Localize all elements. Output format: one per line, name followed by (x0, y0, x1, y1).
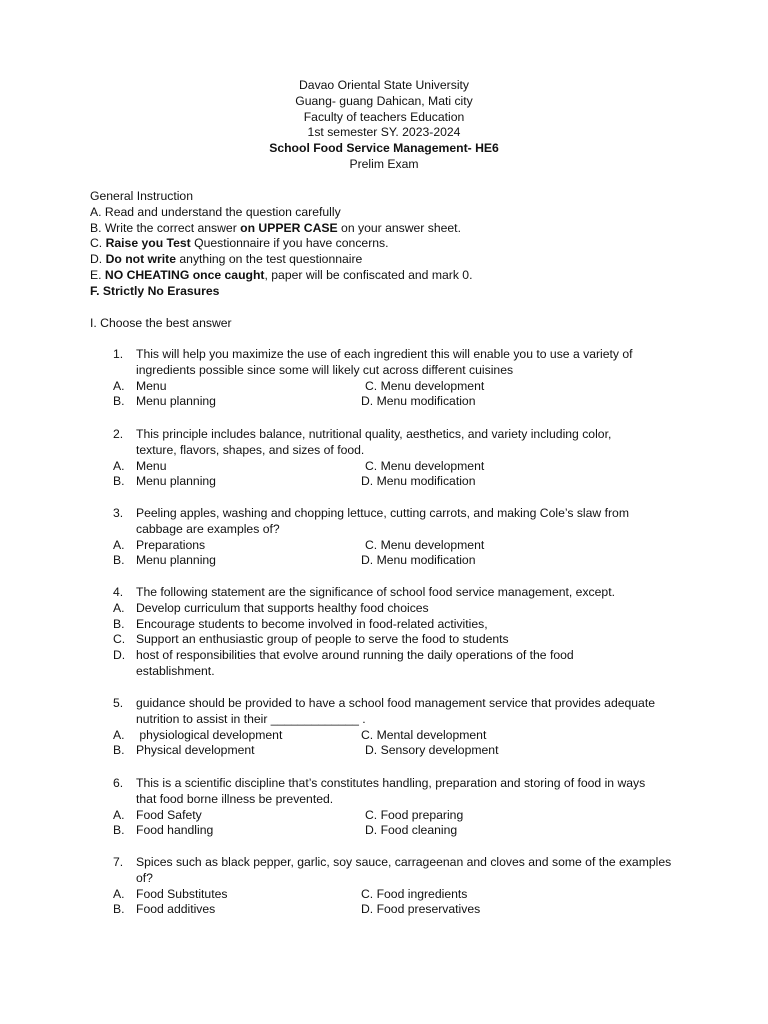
option-label: B. (113, 743, 125, 758)
question-2 (0, 427, 768, 490)
document-header (0, 78, 768, 173)
instruction-b-emphasis: on UPPER CASE (240, 220, 338, 235)
item-text: Support an enthusiastic group of people to serve the food to students (136, 632, 509, 647)
option-label: B. (113, 823, 125, 838)
question-text: cabbage are examples of? (136, 521, 280, 536)
list-item (0, 601, 768, 617)
option-d: D. Sensory development (365, 743, 499, 758)
list-item (0, 664, 768, 680)
question-text: This will help you maximize the use of each ingredient this will enable you to use a variety of (136, 347, 633, 361)
instruction-b (90, 221, 690, 237)
question-text: Peeling apples, washing and chopping lettuce, cutting carrots, and making Cole’s slaw from (136, 506, 629, 520)
option-a: physiological development (136, 727, 283, 742)
option-row (0, 823, 768, 839)
question-number: 1. (113, 347, 124, 361)
option-c: C. Food ingredients (361, 886, 468, 901)
instruction-d (90, 252, 690, 268)
instruction-e (90, 268, 690, 284)
option-a: Food Safety (136, 807, 202, 822)
question-number: 2. (113, 427, 124, 441)
option-label: B. (113, 553, 125, 568)
question-3 (0, 506, 768, 569)
option-label: A. (113, 378, 125, 393)
question-text: of? (136, 870, 153, 885)
option-c: C. Menu development (365, 378, 485, 393)
semester-line: 1st semester SY. 2023-2024 (307, 125, 461, 140)
instruction-c (90, 236, 690, 252)
question-6 (0, 776, 768, 839)
option-a: Menu (136, 378, 167, 393)
item-label: C. (113, 632, 126, 647)
option-label: B. (113, 394, 125, 409)
instruction-a-text: A. Read and understand the question carefully (90, 204, 341, 219)
item-label: A. (113, 600, 125, 615)
question-number: 4. (113, 585, 124, 599)
option-label: B. (113, 902, 125, 917)
list-item (0, 617, 768, 633)
option-row (0, 553, 768, 569)
option-c: C. Menu development (365, 458, 485, 473)
option-c: C. Food preparing (365, 807, 464, 822)
instruction-e-label: E. (90, 267, 105, 282)
option-label: B. (113, 474, 125, 489)
question-text: Spices such as black pepper, garlic, soy sauce, carrageenan and cloves and some of the examples (136, 855, 672, 869)
item-text: host of responsibilities that evolve around running the daily operations of the food (136, 648, 574, 663)
question-text: This principle includes balance, nutritional quality, aesthetics, and variety including color, (136, 427, 612, 441)
question-text: The following statement are the significance of school food service management, except. (136, 585, 615, 599)
instruction-f-emphasis: Strictly No Erasures (102, 283, 220, 298)
item-text: Develop curriculum that supports healthy food choices (136, 600, 429, 615)
question-text: that food borne illness be prevented. (136, 791, 334, 806)
instruction-f-label: F. (90, 283, 103, 298)
question-4 (0, 585, 768, 680)
option-label: A. (113, 727, 125, 742)
option-b: Menu planning (136, 553, 216, 568)
general-instructions (90, 189, 690, 300)
instructions-title: General Instruction (90, 189, 193, 203)
option-b: Food handling (136, 823, 214, 838)
question-1 (0, 347, 768, 410)
instruction-c-suffix: Questionnaire if you have concerns. (190, 236, 389, 251)
option-a: Food Substitutes (136, 886, 228, 901)
question-text: nutrition to assist in their _____________ . (136, 711, 366, 726)
option-row (0, 394, 768, 410)
instruction-d-suffix: anything on the test questionnaire (176, 252, 363, 267)
option-c: C. Menu development (365, 537, 485, 552)
instruction-e-emphasis: NO CHEATING once caught (104, 267, 265, 282)
option-b: Food additives (136, 902, 216, 917)
question-number: 3. (113, 506, 124, 520)
list-item (0, 632, 768, 648)
item-label: B. (113, 616, 125, 631)
option-d: D. Menu modification (361, 553, 476, 568)
question-text: guidance should be provided to have a school food management service that provides adequate (136, 696, 655, 710)
option-row (0, 887, 768, 903)
university-address: Guang- guang Dahican, Mati city (295, 93, 473, 108)
option-d: D. Menu modification (361, 394, 476, 409)
item-text: Encourage students to become involved in food-related activities, (136, 616, 488, 631)
option-d: D. Food preservatives (361, 902, 481, 917)
question-text: texture, flavors, shapes, and sizes of food. (136, 442, 365, 457)
option-c: C. Mental development (361, 727, 487, 742)
option-row (0, 459, 768, 475)
faculty-name: Faculty of teachers Education (303, 109, 465, 124)
instruction-e-suffix: , paper will be confiscated and mark 0. (264, 267, 473, 282)
option-label: A. (113, 807, 125, 822)
question-5 (0, 696, 768, 759)
option-label: A. (113, 537, 125, 552)
option-label: A. (113, 886, 125, 901)
option-a: Preparations (136, 537, 206, 552)
instruction-d-emphasis: Do not write (105, 252, 176, 267)
item-label: D. (113, 648, 126, 663)
option-a: Menu (136, 458, 167, 473)
question-number: 5. (113, 696, 124, 710)
option-label: A. (113, 458, 125, 473)
instruction-b-suffix: on your answer sheet. (337, 220, 461, 235)
option-row (0, 808, 768, 824)
question-number: 7. (113, 855, 124, 869)
course-title: School Food Service Management- HE6 (269, 141, 499, 156)
option-row (0, 379, 768, 395)
option-b: Physical development (136, 743, 255, 758)
instruction-c-label: C. (90, 236, 106, 251)
option-row (0, 743, 768, 759)
option-row (0, 538, 768, 554)
option-row (0, 728, 768, 744)
question-number: 6. (113, 776, 124, 790)
instruction-b-text: B. Write the correct answer (90, 220, 241, 235)
university-name: Davao Oriental State University (298, 78, 470, 92)
question-text: This is a scientific discipline that’s constitutes handling, preparation and storing of food in ways (136, 776, 646, 790)
option-b: Menu planning (136, 394, 216, 409)
question-7 (0, 855, 768, 918)
list-item (0, 648, 768, 664)
instruction-f (90, 284, 690, 300)
option-d: D. Food cleaning (365, 823, 458, 838)
section-title: I. Choose the best answer (90, 316, 232, 330)
option-d: D. Menu modification (361, 474, 476, 489)
option-row (0, 902, 768, 918)
instruction-a (90, 205, 690, 221)
instruction-d-label: D. (90, 252, 106, 267)
option-row (0, 474, 768, 490)
item-text: establishment. (136, 663, 215, 678)
option-b: Menu planning (136, 474, 216, 489)
exam-title: Prelim Exam (349, 156, 419, 171)
instruction-c-emphasis: Raise you Test (105, 236, 191, 251)
question-text: ingredients possible since some will likely cut across different cuisines (136, 362, 514, 377)
